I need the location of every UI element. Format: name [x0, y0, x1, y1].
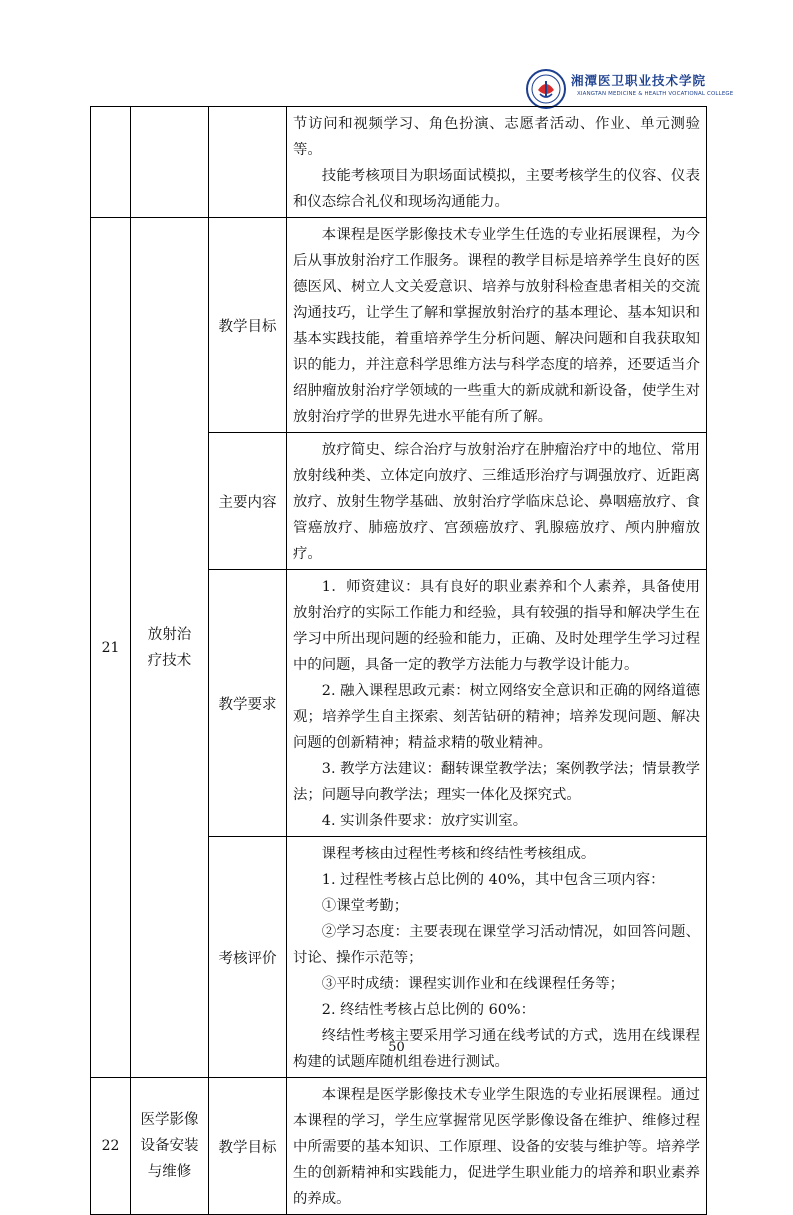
- req-item: 3. 教学方法建议：翻转课堂教学法；案例教学法；情景教学法；问题导向教学法；理实一体化及探究式。: [293, 761, 700, 803]
- category-label: 主要内容: [209, 433, 287, 570]
- logo-college-name: 湘潭医卫职业技术学院: [571, 73, 707, 88]
- course-name: [131, 218, 209, 1078]
- category-label: 考核评价: [209, 837, 287, 1078]
- content-cell: [287, 433, 707, 570]
- content-text: 放疗简史、综合治疗与放射治疗在肿瘤治疗中的地位、常用放射线种类、立体定向放疗、三维适形治疗与调强放疗、近距离放疗、放射生物学基础、放射治疗学临床总论、鼻咽癌放疗、食管癌放疗、肺癌放疗、宫颈癌放疗、乳腺癌放疗、颅内肿瘤放疗。: [293, 442, 700, 562]
- course-number: 21: [91, 218, 131, 1078]
- assess-line: ②学习态度：主要表现在课堂学习活动情况，如回答问题、讨论、操作示范等；: [293, 924, 700, 966]
- table-row: [91, 1078, 707, 1215]
- prev-assess-line-2: 技能考核项目为职场面试模拟，主要考核学生的仪容、仪表和仪态综合礼仪和现场沟通能力。: [293, 168, 700, 210]
- req-item: 1．师资建议：具有良好的职业素养和个人素养，具备使用放射治疗的实际工作能力和经验，具有较强的指导和解决学生在学习中所出现问题的经验和能力，正确、及时处理学生学习过程中的问题，具备一定的教学方法能力与教学设计能力。: [293, 579, 700, 673]
- table-row: [91, 107, 707, 218]
- category-cell: [209, 107, 287, 218]
- goal-text: 本课程是医学影像技术专业学生任选的专业拓展课程，为今后从事放射治疗工作服务。课程的教学目标是培养学生良好的医德医风、树立人文关爱意识、培养与放射科检查患者相关的交流沟通技巧，让学生了解和掌握放射治疗的基本理论、基本知识和基本实践技能，着重培养学生分析问题、解决问题和自我获取知识的能力，并注意科学思维方法与科学态度的培养，还要适当介绍肿瘤放射治疗学领域的一些重大的新成就和新设备，使学生对放射治疗学的世界先进水平能有所了解。: [293, 227, 700, 425]
- req-cell: [287, 570, 707, 837]
- num-cell: [91, 107, 131, 218]
- assess-line: ①课堂考勤；: [321, 898, 409, 914]
- name-cell: [131, 107, 209, 218]
- goal-text: 本课程是医学影像技术专业学生限选的专业拓展课程。通过本课程的学习，学生应掌握常见医学影像设备在维护、维修过程中所需要的基本知识、工作原理、设备的安装与维护等。培养学生的创新精神和实践能力，促进学生职业能力的培养和职业素养的养成。: [293, 1087, 700, 1207]
- page-number: 50: [388, 1040, 405, 1055]
- table-row: [91, 218, 707, 433]
- course-name: [131, 1078, 209, 1215]
- assess-line: 1. 过程性考核占总比例的 40%，其中包含三项内容：: [321, 872, 665, 888]
- course-number: 22: [91, 1078, 131, 1215]
- college-logo: [525, 68, 734, 110]
- category-label: 教学目标: [209, 1078, 287, 1215]
- goal-cell: [287, 1078, 707, 1215]
- prev-assess-cell: [287, 107, 707, 218]
- course-name-text: 放射治疗技术: [147, 626, 192, 669]
- assess-line: 2. 终结性考核占总比例的 60%：: [321, 1002, 535, 1018]
- course-name-text: 医学影像设备安装与维修: [140, 1112, 199, 1180]
- req-item: 4. 实训条件要求：放疗实训室。: [321, 813, 528, 829]
- assess-line: 课程考核由过程性考核和终结性考核组成。: [321, 846, 596, 862]
- college-emblem-icon: [525, 68, 567, 110]
- prev-assess-line-1: 节访问和视频学习、角色扮演、志愿者活动、作业、单元测验等。: [293, 116, 700, 158]
- category-label: 教学目标: [209, 218, 287, 433]
- goal-cell: [287, 218, 707, 433]
- req-item: 2. 融入课程思政元素：树立网络安全意识和正确的网络道德观；培养学生自主探索、刻苦钻研的精神；培养发现问题、解决问题的创新精神；精益求精的敬业精神。: [293, 683, 700, 751]
- category-label: 教学要求: [209, 570, 287, 837]
- assess-line: 终结性考核主要采用学习通在线考试的方式，选用在线课程构建的试题库随机组卷进行测试。: [293, 1028, 700, 1070]
- logo-college-english: XIANGTAN MEDICINE & HEALTH VOCATIONAL COLLEGE: [577, 91, 734, 97]
- assess-line: ③平时成绩：课程实训作业和在线课程任务等；: [321, 976, 625, 992]
